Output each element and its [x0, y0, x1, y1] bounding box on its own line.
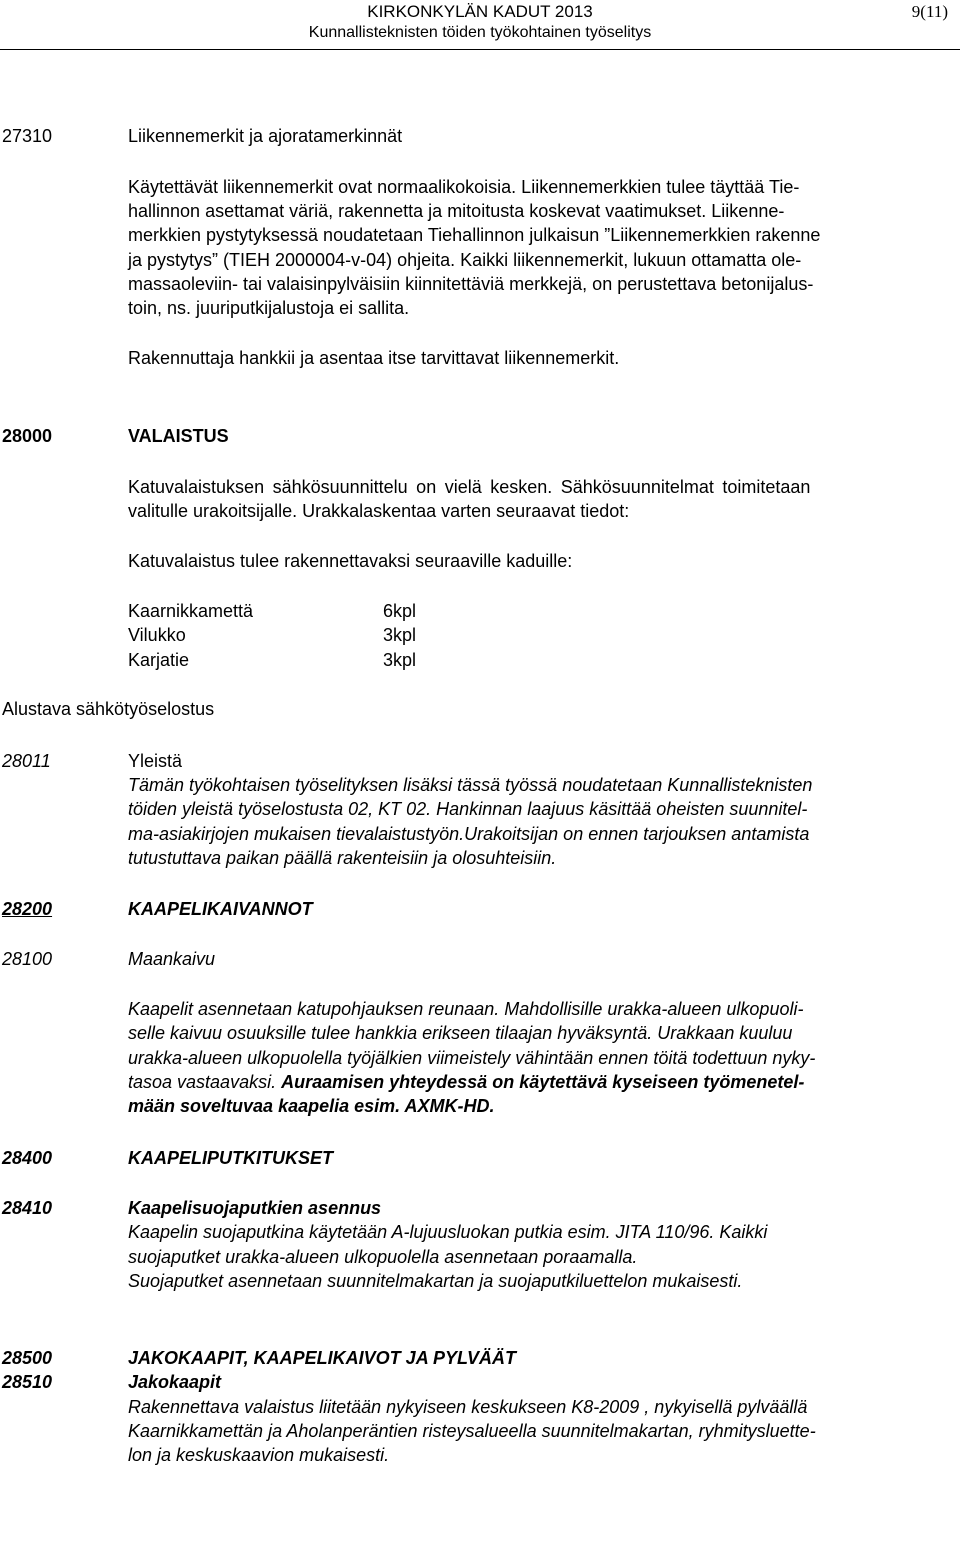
paragraph-line: tutustuttava paikan päällä rakenteisiin ja olosuhteisiin. [128, 848, 557, 868]
street-name: Vilukko [128, 625, 186, 645]
section-number-27310: 27310 [2, 126, 53, 146]
section-title-28510: Jakokaapit [128, 1372, 222, 1392]
street-name: Karjatie [128, 650, 190, 670]
section-title-28000: VALAISTUS [128, 426, 229, 446]
section-title-28100: Maankaivu [128, 949, 216, 969]
paragraph-line: ja pystytys” (TIEH 2000004-v-04) ohjeita. Kaikki liikennemerkit, lukuun ottamatta ole- [128, 250, 802, 270]
paragraph-line: Tämän työkohtaisen työselityksen lisäksi tässä työssä noudatetaan Kunnallisteknisten [128, 775, 813, 795]
paragraph-line: Suojaputket asennetaan suunnitelmakartan ja suojaputkiluettelon mukaisesti. [128, 1271, 743, 1291]
section-number-28200: 28200 [2, 899, 53, 919]
paragraph-line: suojaputket urakka-alueen ulkopuolella asennetaan poraamalla. [128, 1247, 638, 1267]
paragraph-line: Käytettävät liikennemerkit ovat normaalikokoisia. Liikennemerkkien tulee täyttää Tie- [128, 177, 800, 197]
section-number-28011: 28011 [2, 751, 51, 771]
paragraph-line: Kaapelit asennetaan katupohjauksen reunaan. Mahdollisille urakka-alueen ulkopuoli- [128, 999, 804, 1019]
paragraph-line: massaoleviin- tai valaisinpylväisiin kiinnitettäviä merkkejä, on perustettava betonijalus- [128, 274, 814, 294]
paragraph-line: Katuvalaistuksen sähkösuunnittelu on vielä kesken. Sähkösuunnitelmat toimitetaan [128, 477, 811, 497]
paragraph-line: Kaapelin suojaputkina käytetään A-lujuusluokan putkia esim. JITA 110/96. Kaikki [128, 1222, 768, 1242]
street-quantity: 6kpl [383, 601, 417, 621]
paragraph-line [128, 1070, 804, 1094]
header-title: KIRKONKYLÄN KADUT 2013 [367, 2, 593, 21]
section-title-28410: Kaapelisuojaputkien asennus [128, 1198, 382, 1218]
section-number-28510: 28510 [2, 1372, 53, 1392]
section-title-27310: Liikennemerkit ja ajoratamerkinnät [128, 126, 403, 146]
text-run: tasoa vastaavaksi. [128, 1072, 282, 1092]
paragraph: Rakennuttaja hankkii ja asentaa itse tarvittavat liikennemerkit. [128, 348, 620, 368]
header-subtitle: Kunnallisteknisten töiden työkohtainen työselitys [308, 24, 652, 41]
section-number-28000: 28000 [2, 426, 53, 446]
paragraph: Katuvalaistus tulee rakennettavaksi seuraaville kaduille: [128, 551, 573, 571]
paragraph-line: lon ja keskuskaavion mukaisesti. [128, 1445, 390, 1465]
paragraph-line: valitulle urakoitsijalle. Urakkalaskentaa varten seuraavat tiedot: [128, 501, 630, 521]
paragraph-line: hallinnon asettamat väriä, rakennetta ja mitoitusta koskevat vaatimukset. Liikenne- [128, 201, 785, 221]
section-title-28200: KAAPELIKAIVANNOT [128, 899, 313, 919]
section-title-28500: JAKOKAAPIT, KAAPELIKAIVOT JA PYLVÄÄT [128, 1348, 517, 1368]
header-divider [0, 49, 960, 50]
paragraph-line: töiden yleistä työselostusta 02, KT 02. Hankinnan laajuus käsittää oheisten suunnitel- [128, 799, 808, 819]
side-label: Alustava sähkötyöselostus [2, 699, 215, 719]
section-number-28400: 28400 [2, 1148, 53, 1168]
section-number-28100: 28100 [2, 949, 53, 969]
section-title-28400: KAAPELIPUTKITUKSET [128, 1148, 334, 1168]
paragraph-line: merkkien pystytyksessä noudatetaan Tiehallinnon julkaisun ”Liikennemerkkien rakenne [128, 225, 821, 245]
paragraph-line: mään soveltuvaa kaapelia esim. AXMK-HD. [128, 1096, 495, 1116]
paragraph-line: urakka-alueen ulkopuolella työjälkien viimeistely vähintään ennen töitä todettuun nyky- [128, 1048, 816, 1068]
section-number-28500: 28500 [2, 1348, 53, 1368]
paragraph-line: Rakennettava valaistus liitetään nykyiseen keskukseen K8-2009 , nykyisellä pylväällä [128, 1397, 808, 1417]
section-title-28011: Yleistä [128, 751, 183, 771]
bold-text-run: Auraamisen yhteydessä on käytettävä kyseiseen työmenetel- [281, 1072, 805, 1092]
street-quantity: 3kpl [383, 625, 417, 645]
paragraph-line: toin, ns. juuriputkijalustoja ei sallita. [128, 298, 410, 318]
street-quantity: 3kpl [383, 650, 417, 670]
street-name: Kaarnikkamettä [128, 601, 254, 621]
page-number: 9(11) [911, 2, 948, 21]
paragraph-line: ma-asiakirjojen mukaisen tievalaistustyön.Urakoitsijan on ennen tarjouksen antamista [128, 824, 810, 844]
section-number-28410: 28410 [2, 1198, 53, 1218]
paragraph-line: Kaarnikkamettän ja Aholanperäntien risteysalueella suunnitelmakartan, ryhmitysluette- [128, 1421, 816, 1441]
paragraph-line: selle kaivuu osuuksille tulee hankkia erikseen tilaajan hyväksyntä. Urakkaan kuuluu [128, 1023, 793, 1043]
